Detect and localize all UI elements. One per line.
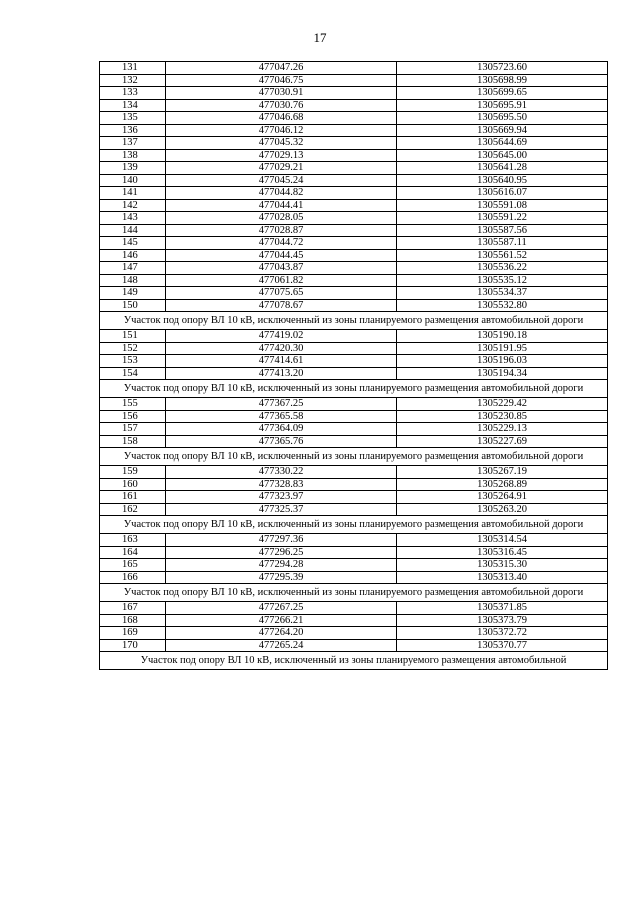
coordinate-row <box>100 410 608 423</box>
y-coordinate: 1305591.22 <box>397 212 608 225</box>
x-coordinate: 477413.20 <box>166 367 397 380</box>
coordinate-row <box>100 99 608 112</box>
x-coordinate: 477029.13 <box>166 149 397 162</box>
point-number: 148 <box>100 274 166 287</box>
y-coordinate: 1305699.65 <box>397 87 608 100</box>
x-coordinate: 477046.75 <box>166 74 397 87</box>
coordinate-row <box>100 627 608 640</box>
x-coordinate: 477061.82 <box>166 274 397 287</box>
coordinate-row <box>100 503 608 516</box>
coordinate-row <box>100 137 608 150</box>
excluded-area-note-row <box>100 516 608 534</box>
coordinate-row <box>100 559 608 572</box>
excluded-area-note-row <box>100 380 608 398</box>
coordinate-row <box>100 342 608 355</box>
coordinate-row <box>100 423 608 436</box>
y-coordinate: 1305641.28 <box>397 162 608 175</box>
y-coordinate: 1305534.37 <box>397 287 608 300</box>
x-coordinate: 477330.22 <box>166 466 397 479</box>
y-coordinate: 1305723.60 <box>397 62 608 75</box>
point-number: 133 <box>100 87 166 100</box>
excluded-area-note: Участок под опору ВЛ 10 кВ, исключенный из зоны планируемого размещения автомобильной дороги <box>100 516 608 534</box>
coordinate-row <box>100 162 608 175</box>
point-number: 139 <box>100 162 166 175</box>
coordinate-row <box>100 571 608 584</box>
y-coordinate: 1305561.52 <box>397 249 608 262</box>
point-number: 162 <box>100 503 166 516</box>
x-coordinate: 477414.61 <box>166 355 397 368</box>
point-number: 140 <box>100 174 166 187</box>
coordinate-row <box>100 466 608 479</box>
coordinate-row <box>100 74 608 87</box>
x-coordinate: 477044.72 <box>166 237 397 250</box>
x-coordinate: 477045.32 <box>166 137 397 150</box>
coordinate-row <box>100 355 608 368</box>
y-coordinate: 1305587.11 <box>397 237 608 250</box>
y-coordinate: 1305640.95 <box>397 174 608 187</box>
coordinate-row <box>100 546 608 559</box>
point-number: 135 <box>100 112 166 125</box>
y-coordinate: 1305190.18 <box>397 330 608 343</box>
y-coordinate: 1305535.12 <box>397 274 608 287</box>
point-number: 136 <box>100 124 166 137</box>
x-coordinate: 477075.65 <box>166 287 397 300</box>
x-coordinate: 477267.25 <box>166 602 397 615</box>
point-number: 150 <box>100 299 166 312</box>
y-coordinate: 1305229.13 <box>397 423 608 436</box>
y-coordinate: 1305268.89 <box>397 478 608 491</box>
x-coordinate: 477294.28 <box>166 559 397 572</box>
y-coordinate: 1305315.30 <box>397 559 608 572</box>
excluded-area-note: Участок под опору ВЛ 10 кВ, исключенный из зоны планируемого размещения автомобильной <box>100 652 608 670</box>
coordinate-row <box>100 299 608 312</box>
x-coordinate: 477296.25 <box>166 546 397 559</box>
x-coordinate: 477046.68 <box>166 112 397 125</box>
point-number: 161 <box>100 491 166 504</box>
x-coordinate: 477030.76 <box>166 99 397 112</box>
coordinates-table <box>99 61 608 670</box>
point-number: 164 <box>100 546 166 559</box>
x-coordinate: 477030.91 <box>166 87 397 100</box>
point-number: 158 <box>100 435 166 448</box>
coordinate-row <box>100 435 608 448</box>
point-number: 155 <box>100 398 166 411</box>
x-coordinate: 477047.26 <box>166 62 397 75</box>
y-coordinate: 1305373.79 <box>397 614 608 627</box>
point-number: 142 <box>100 199 166 212</box>
y-coordinate: 1305263.20 <box>397 503 608 516</box>
y-coordinate: 1305669.94 <box>397 124 608 137</box>
x-coordinate: 477028.87 <box>166 224 397 237</box>
y-coordinate: 1305370.77 <box>397 639 608 652</box>
coordinate-row <box>100 199 608 212</box>
point-number: 160 <box>100 478 166 491</box>
coordinate-row <box>100 330 608 343</box>
coordinate-row <box>100 274 608 287</box>
coordinate-row <box>100 237 608 250</box>
y-coordinate: 1305267.19 <box>397 466 608 479</box>
x-coordinate: 477265.24 <box>166 639 397 652</box>
point-number: 137 <box>100 137 166 150</box>
point-number: 166 <box>100 571 166 584</box>
coordinate-row <box>100 287 608 300</box>
coordinate-row <box>100 62 608 75</box>
excluded-area-note-row <box>100 312 608 330</box>
x-coordinate: 477365.76 <box>166 435 397 448</box>
point-number: 156 <box>100 410 166 423</box>
point-number: 168 <box>100 614 166 627</box>
excluded-area-note-row <box>100 448 608 466</box>
y-coordinate: 1305371.85 <box>397 602 608 615</box>
y-coordinate: 1305227.69 <box>397 435 608 448</box>
coordinate-row <box>100 187 608 200</box>
coordinate-row <box>100 224 608 237</box>
coordinate-row <box>100 112 608 125</box>
x-coordinate: 477419.02 <box>166 330 397 343</box>
coordinate-row <box>100 398 608 411</box>
x-coordinate: 477367.25 <box>166 398 397 411</box>
x-coordinate: 477323.97 <box>166 491 397 504</box>
point-number: 169 <box>100 627 166 640</box>
x-coordinate: 477044.45 <box>166 249 397 262</box>
excluded-area-note: Участок под опору ВЛ 10 кВ, исключенный из зоны планируемого размещения автомобильной дороги <box>100 448 608 466</box>
point-number: 157 <box>100 423 166 436</box>
point-number: 170 <box>100 639 166 652</box>
y-coordinate: 1305313.40 <box>397 571 608 584</box>
y-coordinate: 1305372.72 <box>397 627 608 640</box>
y-coordinate: 1305264.91 <box>397 491 608 504</box>
x-coordinate: 477044.82 <box>166 187 397 200</box>
point-number: 132 <box>100 74 166 87</box>
point-number: 152 <box>100 342 166 355</box>
x-coordinate: 477365.58 <box>166 410 397 423</box>
excluded-area-note-row <box>100 584 608 602</box>
coordinate-row <box>100 212 608 225</box>
x-coordinate: 477043.87 <box>166 262 397 275</box>
point-number: 144 <box>100 224 166 237</box>
x-coordinate: 477420.30 <box>166 342 397 355</box>
y-coordinate: 1305644.69 <box>397 137 608 150</box>
point-number: 151 <box>100 330 166 343</box>
x-coordinate: 477044.41 <box>166 199 397 212</box>
point-number: 167 <box>100 602 166 615</box>
y-coordinate: 1305316.45 <box>397 546 608 559</box>
y-coordinate: 1305536.22 <box>397 262 608 275</box>
x-coordinate: 477364.09 <box>166 423 397 436</box>
y-coordinate: 1305591.08 <box>397 199 608 212</box>
x-coordinate: 477297.36 <box>166 534 397 547</box>
y-coordinate: 1305695.50 <box>397 112 608 125</box>
y-coordinate: 1305191.95 <box>397 342 608 355</box>
x-coordinate: 477028.05 <box>166 212 397 225</box>
y-coordinate: 1305587.56 <box>397 224 608 237</box>
point-number: 131 <box>100 62 166 75</box>
coordinate-row <box>100 478 608 491</box>
x-coordinate: 477325.37 <box>166 503 397 516</box>
y-coordinate: 1305314.54 <box>397 534 608 547</box>
y-coordinate: 1305645.00 <box>397 149 608 162</box>
point-number: 154 <box>100 367 166 380</box>
coordinate-row <box>100 639 608 652</box>
y-coordinate: 1305695.91 <box>397 99 608 112</box>
coordinate-row <box>100 367 608 380</box>
x-coordinate: 477295.39 <box>166 571 397 584</box>
y-coordinate: 1305532.80 <box>397 299 608 312</box>
page-number: 17 <box>313 30 327 45</box>
y-coordinate: 1305230.85 <box>397 410 608 423</box>
coordinate-row <box>100 249 608 262</box>
point-number: 149 <box>100 287 166 300</box>
point-number: 143 <box>100 212 166 225</box>
x-coordinate: 477266.21 <box>166 614 397 627</box>
y-coordinate: 1305194.34 <box>397 367 608 380</box>
coordinate-row <box>100 614 608 627</box>
x-coordinate: 477078.67 <box>166 299 397 312</box>
point-number: 147 <box>100 262 166 275</box>
point-number: 146 <box>100 249 166 262</box>
x-coordinate: 477264.20 <box>166 627 397 640</box>
x-coordinate: 477045.24 <box>166 174 397 187</box>
coordinate-row <box>100 149 608 162</box>
excluded-area-note-row <box>100 652 608 670</box>
point-number: 165 <box>100 559 166 572</box>
point-number: 134 <box>100 99 166 112</box>
coordinate-row <box>100 174 608 187</box>
coordinate-row <box>100 87 608 100</box>
coordinate-row <box>100 534 608 547</box>
coordinates-table-body <box>100 62 608 670</box>
excluded-area-note: Участок под опору ВЛ 10 кВ, исключенный из зоны планируемого размещения автомобильной дороги <box>100 584 608 602</box>
coordinate-row <box>100 491 608 504</box>
y-coordinate: 1305229.42 <box>397 398 608 411</box>
x-coordinate: 477328.83 <box>166 478 397 491</box>
x-coordinate: 477046.12 <box>166 124 397 137</box>
point-number: 159 <box>100 466 166 479</box>
y-coordinate: 1305698.99 <box>397 74 608 87</box>
excluded-area-note: Участок под опору ВЛ 10 кВ, исключенный из зоны планируемого размещения автомобильной дороги <box>100 380 608 398</box>
point-number: 141 <box>100 187 166 200</box>
coordinate-row <box>100 602 608 615</box>
point-number: 153 <box>100 355 166 368</box>
excluded-area-note: Участок под опору ВЛ 10 кВ, исключенный из зоны планируемого размещения автомобильной дороги <box>100 312 608 330</box>
point-number: 145 <box>100 237 166 250</box>
point-number: 138 <box>100 149 166 162</box>
point-number: 163 <box>100 534 166 547</box>
coordinate-row <box>100 124 608 137</box>
y-coordinate: 1305196.03 <box>397 355 608 368</box>
y-coordinate: 1305616.07 <box>397 187 608 200</box>
coordinate-row <box>100 262 608 275</box>
x-coordinate: 477029.21 <box>166 162 397 175</box>
